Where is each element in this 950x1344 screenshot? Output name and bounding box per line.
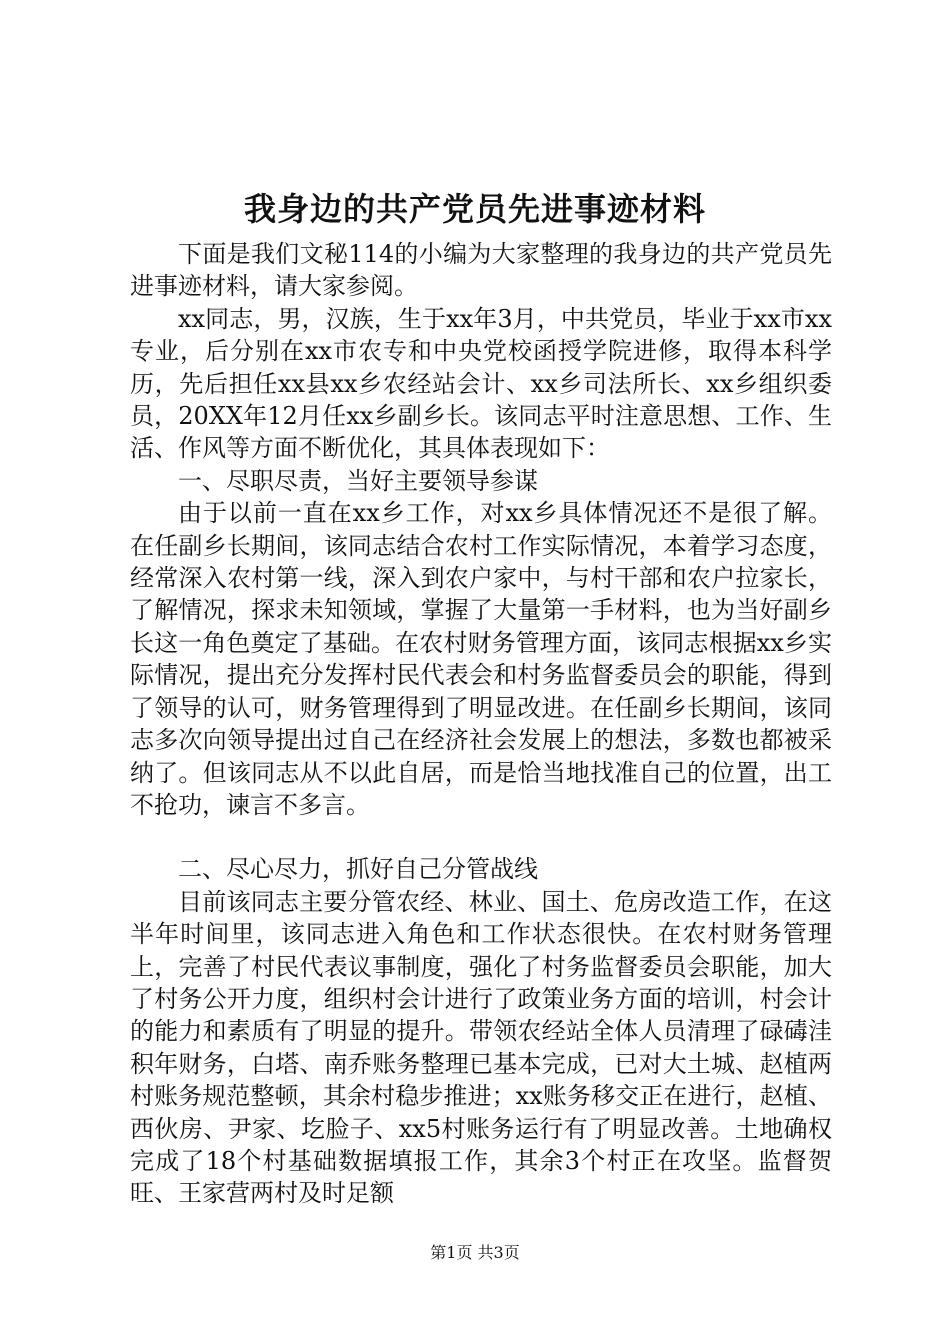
page-footer: 第1页 共3页 bbox=[430, 1243, 520, 1262]
profile-paragraph: xx同志，男，汉族，生于xx年3月，中共党员，毕业于xx市xx专业，后分别在xx市农专和中央党校函授学院进修，取得本科学历，先后担任xx县xx乡农经站会计、xx乡司法所长、xx乡组织委员，20XX年12月任xx乡副乡长。该同志平时注意思想、工作、生活、作风等方面不断优化，其具体表现如下： bbox=[130, 304, 832, 463]
intro-paragraph: 下面是我们文秘114的小编为大家整理的我身边的共产党员先进事迹材料，请大家参阅。 bbox=[130, 240, 832, 301]
section-2-heading: 二、尽心尽力，抓好自己分管战线 bbox=[178, 855, 538, 884]
section-1-heading: 一、尽职尽责，当好主要领导参谋 bbox=[178, 466, 538, 495]
document-body bbox=[130, 238, 832, 1210]
paragraph-gap bbox=[130, 821, 832, 853]
section-1-paragraph: 由于以前一直在xx乡工作，对xx乡具体情况还不是很了解。在任副乡长期间，该同志结合农村工作实际情况，本着学习态度，经常深入农村第一线，深入到农户家中，与村干部和农户拉家长，了解情况，探求未知领域，掌握了大量第一手材料，也为当好副乡长这一角色奠定了基础。在农村财务管理方面，该同志根据xx乡实际情况，提出充分发挥村民代表会和村务监督委员会的职能，得到了领导的认可，财务管理得到了明显改进。在任副乡长期间，该同志多次向领导提出过自己在经济社会发展上的想法，多数也都被采纳了。但该同志从不以此自居，而是恰当地找准自己的位置，出工不抢功，谏言不多言。 bbox=[130, 499, 832, 819]
document-title: 我身边的共产党员先进事迹材料 bbox=[243, 190, 706, 228]
section-2-paragraph: 目前该同志主要分管农经、林业、国土、危房改造工作，在这半年时间里，该同志进入角色和工作状态很快。在农村财务管理上，完善了村民代表议事制度，强化了村务监督委员会职能，加大了村务公开力度，组织村会计进行了政策业务方面的培训，村会计的能力和素质有了明显的提升。带领农经站全体人员清理了碌碡洼积年财务，白塔、南乔账务整理已基本完成，已对大土城、赵植两村账务规范整顿，其余村稳步推进；xx账务移交正在进行，赵植、西伙房、尹家、圪脸子、xx5村账务运行有了明显改善。土地确权完成了18个村基础数据填报工作，其余3个村正在攻坚。监督贺旺、王家营两村及时足额 bbox=[130, 887, 832, 1208]
